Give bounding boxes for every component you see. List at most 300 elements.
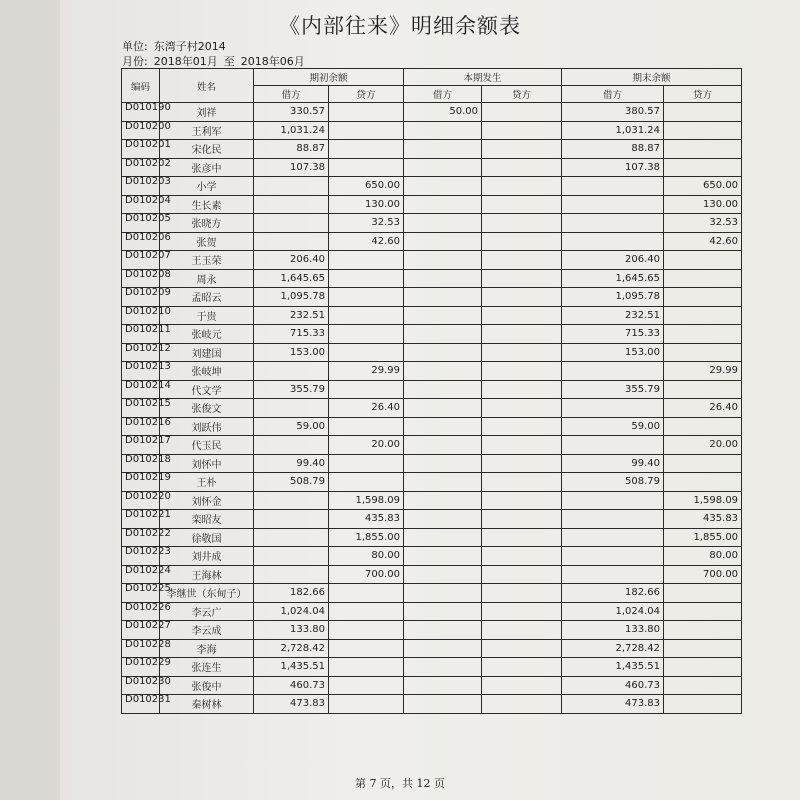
- table-row: [122, 177, 742, 196]
- opening-credit-cell: 435.83: [329, 510, 404, 529]
- account-name-cell: 王玉荣: [160, 251, 254, 270]
- current-debit-cell: [404, 473, 482, 492]
- opening-debit-cell: 133.80: [254, 621, 329, 640]
- closing-debit-cell: [562, 195, 664, 214]
- period-label: 月份:: [122, 55, 148, 68]
- opening-debit-cell: [254, 528, 329, 547]
- closing-credit-cell: [664, 140, 742, 159]
- closing-debit-cell: [562, 565, 664, 584]
- opening-debit-cell: [254, 195, 329, 214]
- account-name-cell: 小学: [160, 177, 254, 196]
- opening-credit-cell: [329, 121, 404, 140]
- opening-credit-cell: 700.00: [329, 565, 404, 584]
- current-credit-cell: [482, 676, 562, 695]
- opening-debit-cell: 473.83: [254, 695, 329, 714]
- current-debit-cell: [404, 399, 482, 418]
- current-credit-cell: [482, 473, 562, 492]
- closing-debit-cell: 232.51: [562, 306, 664, 325]
- opening-debit-cell: 1,024.04: [254, 602, 329, 621]
- closing-debit-cell: 715.33: [562, 325, 664, 344]
- period-from: 2018年01月: [153, 55, 218, 68]
- closing-credit-cell: [664, 658, 742, 677]
- header-closing-credit: 贷方: [664, 86, 742, 103]
- closing-credit-cell: 435.83: [664, 510, 742, 529]
- closing-debit-cell: 2,728.42: [562, 639, 664, 658]
- closing-credit-cell: [664, 417, 742, 436]
- opening-debit-cell: 88.87: [254, 140, 329, 159]
- period-to-label: 至: [223, 55, 235, 68]
- closing-debit-cell: 206.40: [562, 251, 664, 270]
- opening-debit-cell: [254, 232, 329, 251]
- closing-credit-cell: 700.00: [664, 565, 742, 584]
- current-credit-cell: [482, 399, 562, 418]
- account-code-cell: D010224: [122, 565, 160, 584]
- header-current-debit: 借方: [404, 86, 482, 103]
- current-credit-cell: [482, 621, 562, 640]
- opening-debit-cell: 99.40: [254, 454, 329, 473]
- closing-debit-cell: 508.79: [562, 473, 664, 492]
- account-code-cell: D010223: [122, 547, 160, 566]
- current-debit-cell: [404, 695, 482, 714]
- closing-debit-cell: [562, 399, 664, 418]
- closing-credit-cell: [664, 621, 742, 640]
- opening-debit-cell: 232.51: [254, 306, 329, 325]
- closing-debit-cell: 1,024.04: [562, 602, 664, 621]
- account-code-cell: D010208: [122, 269, 160, 288]
- current-credit-cell: [482, 510, 562, 529]
- closing-debit-cell: 107.38: [562, 158, 664, 177]
- current-debit-cell: [404, 177, 482, 196]
- opening-debit-cell: 1,095.78: [254, 288, 329, 307]
- account-code-cell: D010200: [122, 121, 160, 140]
- account-name-cell: 刘怀金: [160, 491, 254, 510]
- current-credit-cell: [482, 158, 562, 177]
- opening-credit-cell: [329, 639, 404, 658]
- table-header: [122, 69, 742, 103]
- current-debit-cell: [404, 251, 482, 270]
- account-name-cell: 李云广: [160, 602, 254, 621]
- header-opening: 期初余额: [254, 69, 404, 86]
- table-row: [122, 288, 742, 307]
- account-code-cell: D010206: [122, 232, 160, 251]
- closing-credit-cell: [664, 325, 742, 344]
- closing-debit-cell: [562, 362, 664, 381]
- current-debit-cell: [404, 547, 482, 566]
- current-debit-cell: [404, 491, 482, 510]
- current-debit-cell: [404, 269, 482, 288]
- current-credit-cell: [482, 380, 562, 399]
- account-name-cell: 张岐元: [160, 325, 254, 344]
- opening-debit-cell: 182.66: [254, 584, 329, 603]
- current-credit-cell: [482, 436, 562, 455]
- current-debit-cell: [404, 140, 482, 159]
- current-credit-cell: [482, 140, 562, 159]
- opening-credit-cell: [329, 602, 404, 621]
- closing-credit-cell: 42.60: [664, 232, 742, 251]
- current-credit-cell: [482, 177, 562, 196]
- table-row: [122, 676, 742, 695]
- table-row: [122, 343, 742, 362]
- opening-debit-cell: [254, 510, 329, 529]
- account-code-cell: D010227: [122, 621, 160, 640]
- current-credit-cell: [482, 251, 562, 270]
- opening-credit-cell: [329, 325, 404, 344]
- current-debit-cell: [404, 658, 482, 677]
- opening-credit-cell: [329, 473, 404, 492]
- closing-debit-cell: 380.57: [562, 103, 664, 122]
- closing-credit-cell: 29.99: [664, 362, 742, 381]
- opening-credit-cell: [329, 251, 404, 270]
- opening-debit-cell: 330.57: [254, 103, 329, 122]
- closing-credit-cell: 1,855.00: [664, 528, 742, 547]
- closing-debit-cell: 355.79: [562, 380, 664, 399]
- header-current: 本期发生: [404, 69, 562, 86]
- closing-credit-cell: [664, 584, 742, 603]
- closing-credit-cell: [664, 454, 742, 473]
- account-name-cell: 代玉民: [160, 436, 254, 455]
- closing-debit-cell: [562, 436, 664, 455]
- opening-debit-cell: [254, 547, 329, 566]
- closing-debit-cell: [562, 177, 664, 196]
- closing-credit-cell: [664, 103, 742, 122]
- current-debit-cell: [404, 343, 482, 362]
- current-debit-cell: [404, 214, 482, 233]
- closing-credit-cell: [664, 380, 742, 399]
- current-credit-cell: [482, 658, 562, 677]
- closing-debit-cell: 182.66: [562, 584, 664, 603]
- account-code-cell: D010213: [122, 362, 160, 381]
- current-credit-cell: [482, 214, 562, 233]
- opening-credit-cell: 42.60: [329, 232, 404, 251]
- current-credit-cell: [482, 325, 562, 344]
- closing-credit-cell: [664, 158, 742, 177]
- account-code-cell: D010230: [122, 676, 160, 695]
- opening-debit-cell: [254, 399, 329, 418]
- closing-credit-cell: 80.00: [664, 547, 742, 566]
- table-row: [122, 158, 742, 177]
- header-code: 编码: [122, 69, 160, 103]
- account-code-cell: D010217: [122, 436, 160, 455]
- current-credit-cell: [482, 417, 562, 436]
- account-name-cell: 张岐坤: [160, 362, 254, 381]
- current-credit-cell: [482, 528, 562, 547]
- account-code-cell: D010226: [122, 602, 160, 621]
- account-name-cell: 刘井成: [160, 547, 254, 566]
- closing-credit-cell: [664, 121, 742, 140]
- table-row: [122, 510, 742, 529]
- table-body: [122, 103, 742, 714]
- account-name-cell: 周永: [160, 269, 254, 288]
- account-name-cell: 代文学: [160, 380, 254, 399]
- current-credit-cell: [482, 491, 562, 510]
- current-debit-cell: [404, 621, 482, 640]
- opening-debit-cell: 206.40: [254, 251, 329, 270]
- account-name-cell: 张彦中: [160, 158, 254, 177]
- closing-credit-cell: [664, 473, 742, 492]
- account-code-cell: D010222: [122, 528, 160, 547]
- closing-debit-cell: [562, 528, 664, 547]
- account-code-cell: D010218: [122, 454, 160, 473]
- closing-debit-cell: 473.83: [562, 695, 664, 714]
- opening-credit-cell: 32.53: [329, 214, 404, 233]
- closing-credit-cell: 650.00: [664, 177, 742, 196]
- account-code-cell: D010203: [122, 177, 160, 196]
- current-debit-cell: [404, 362, 482, 381]
- opening-credit-cell: 26.40: [329, 399, 404, 418]
- current-credit-cell: [482, 121, 562, 140]
- current-debit-cell: [404, 565, 482, 584]
- period-line: [122, 53, 311, 69]
- account-code-cell: D010201: [122, 140, 160, 159]
- closing-debit-cell: [562, 510, 664, 529]
- current-credit-cell: [482, 269, 562, 288]
- opening-credit-cell: [329, 454, 404, 473]
- opening-credit-cell: 80.00: [329, 547, 404, 566]
- account-name-cell: 李云成: [160, 621, 254, 640]
- table-row: [122, 621, 742, 640]
- closing-debit-cell: [562, 547, 664, 566]
- opening-credit-cell: [329, 306, 404, 325]
- opening-credit-cell: [329, 269, 404, 288]
- current-debit-cell: [404, 380, 482, 399]
- closing-credit-cell: 20.00: [664, 436, 742, 455]
- closing-credit-cell: [664, 251, 742, 270]
- opening-credit-cell: [329, 380, 404, 399]
- opening-credit-cell: [329, 584, 404, 603]
- account-code-cell: D010204: [122, 195, 160, 214]
- closing-credit-cell: [664, 288, 742, 307]
- current-credit-cell: [482, 639, 562, 658]
- account-name-cell: 王海林: [160, 565, 254, 584]
- opening-credit-cell: 1,855.00: [329, 528, 404, 547]
- opening-debit-cell: 355.79: [254, 380, 329, 399]
- account-name-cell: 刘祥: [160, 103, 254, 122]
- table-row: [122, 584, 742, 603]
- current-credit-cell: [482, 695, 562, 714]
- table-row: [122, 473, 742, 492]
- current-credit-cell: [482, 565, 562, 584]
- account-name-cell: 秦树林: [160, 695, 254, 714]
- account-name-cell: 宋化民: [160, 140, 254, 159]
- closing-credit-cell: [664, 306, 742, 325]
- closing-debit-cell: 460.73: [562, 676, 664, 695]
- table-row: [122, 121, 742, 140]
- account-code-cell: D010215: [122, 399, 160, 418]
- closing-credit-cell: [664, 639, 742, 658]
- closing-debit-cell: [562, 232, 664, 251]
- balance-table: [121, 68, 742, 714]
- current-debit-cell: [404, 121, 482, 140]
- opening-debit-cell: [254, 177, 329, 196]
- account-name-cell: 李继世（东甸子）: [160, 584, 254, 603]
- closing-credit-cell: 130.00: [664, 195, 742, 214]
- table-row: [122, 454, 742, 473]
- table-row: [122, 269, 742, 288]
- opening-credit-cell: [329, 140, 404, 159]
- current-debit-cell: [404, 325, 482, 344]
- closing-debit-cell: 1,645.65: [562, 269, 664, 288]
- current-debit-cell: 50.00: [404, 103, 482, 122]
- current-debit-cell: [404, 306, 482, 325]
- current-debit-cell: [404, 510, 482, 529]
- account-code-cell: D010231: [122, 695, 160, 714]
- account-code-cell: D010210: [122, 306, 160, 325]
- closing-debit-cell: 1,435.51: [562, 658, 664, 677]
- current-debit-cell: [404, 288, 482, 307]
- table-row: [122, 565, 742, 584]
- closing-debit-cell: [562, 491, 664, 510]
- opening-debit-cell: 1,031.24: [254, 121, 329, 140]
- account-name-cell: 孟昭云: [160, 288, 254, 307]
- account-name-cell: 王利军: [160, 121, 254, 140]
- closing-credit-cell: [664, 602, 742, 621]
- current-credit-cell: [482, 547, 562, 566]
- account-name-cell: 刘怀中: [160, 454, 254, 473]
- unit-label: 单位:: [122, 40, 148, 53]
- current-debit-cell: [404, 232, 482, 251]
- account-code-cell: D010214: [122, 380, 160, 399]
- account-name-cell: 徐敬国: [160, 528, 254, 547]
- account-code-cell: D010219: [122, 473, 160, 492]
- table-row: [122, 306, 742, 325]
- account-name-cell: 张俊文: [160, 399, 254, 418]
- opening-debit-cell: 1,435.51: [254, 658, 329, 677]
- opening-debit-cell: 1,645.65: [254, 269, 329, 288]
- header-current-credit: 贷方: [482, 86, 562, 103]
- opening-debit-cell: [254, 565, 329, 584]
- closing-credit-cell: 32.53: [664, 214, 742, 233]
- account-code-cell: D010220: [122, 491, 160, 510]
- table-row: [122, 602, 742, 621]
- table-row: [122, 491, 742, 510]
- closing-debit-cell: 99.40: [562, 454, 664, 473]
- account-name-cell: 于贵: [160, 306, 254, 325]
- account-code-cell: D010228: [122, 639, 160, 658]
- current-debit-cell: [404, 639, 482, 658]
- current-credit-cell: [482, 584, 562, 603]
- current-credit-cell: [482, 103, 562, 122]
- closing-credit-cell: [664, 676, 742, 695]
- table-row: [122, 658, 742, 677]
- current-credit-cell: [482, 232, 562, 251]
- opening-debit-cell: 2,728.42: [254, 639, 329, 658]
- table-row: [122, 417, 742, 436]
- closing-debit-cell: 1,031.24: [562, 121, 664, 140]
- period-to: 2018年06月: [240, 55, 305, 68]
- table-row: [122, 436, 742, 455]
- current-debit-cell: [404, 454, 482, 473]
- closing-debit-cell: 133.80: [562, 621, 664, 640]
- closing-debit-cell: 153.00: [562, 343, 664, 362]
- current-credit-cell: [482, 602, 562, 621]
- current-debit-cell: [404, 602, 482, 621]
- current-debit-cell: [404, 158, 482, 177]
- closing-credit-cell: 1,598.09: [664, 491, 742, 510]
- unit-value: 东湾子村2014: [153, 40, 226, 53]
- current-debit-cell: [404, 436, 482, 455]
- current-credit-cell: [482, 362, 562, 381]
- account-name-cell: 生长素: [160, 195, 254, 214]
- opening-credit-cell: [329, 103, 404, 122]
- unit-line: [122, 38, 232, 54]
- account-code-cell: D010216: [122, 417, 160, 436]
- header-opening-credit: 贷方: [329, 86, 404, 103]
- account-code-cell: D010207: [122, 251, 160, 270]
- table-row: [122, 251, 742, 270]
- closing-debit-cell: [562, 214, 664, 233]
- opening-debit-cell: 107.38: [254, 158, 329, 177]
- table-row: [122, 325, 742, 344]
- current-debit-cell: [404, 676, 482, 695]
- closing-credit-cell: [664, 269, 742, 288]
- current-credit-cell: [482, 288, 562, 307]
- account-name-cell: 张俊中: [160, 676, 254, 695]
- header-name: 姓名: [160, 69, 254, 103]
- header-closing-debit: 借方: [562, 86, 664, 103]
- opening-debit-cell: 153.00: [254, 343, 329, 362]
- opening-debit-cell: 59.00: [254, 417, 329, 436]
- account-name-cell: 刘跃伟: [160, 417, 254, 436]
- table-row: [122, 399, 742, 418]
- table-row: [122, 528, 742, 547]
- table-row: [122, 362, 742, 381]
- header-closing: 期末余额: [562, 69, 742, 86]
- closing-debit-cell: 59.00: [562, 417, 664, 436]
- account-name-cell: 栾昭友: [160, 510, 254, 529]
- account-name-cell: 张贺: [160, 232, 254, 251]
- current-debit-cell: [404, 528, 482, 547]
- document-title: 《内部往来》明细余额表: [279, 14, 521, 38]
- opening-credit-cell: [329, 621, 404, 640]
- account-name-cell: 刘建国: [160, 343, 254, 362]
- account-name-cell: 李海: [160, 639, 254, 658]
- opening-credit-cell: 1,598.09: [329, 491, 404, 510]
- opening-debit-cell: [254, 214, 329, 233]
- account-code-cell: D010205: [122, 214, 160, 233]
- current-debit-cell: [404, 584, 482, 603]
- header-opening-debit: 借方: [254, 86, 329, 103]
- opening-debit-cell: 508.79: [254, 473, 329, 492]
- current-credit-cell: [482, 454, 562, 473]
- account-name-cell: 张连生: [160, 658, 254, 677]
- opening-debit-cell: [254, 362, 329, 381]
- account-code-cell: D010229: [122, 658, 160, 677]
- opening-credit-cell: 130.00: [329, 195, 404, 214]
- account-code-cell: D010221: [122, 510, 160, 529]
- opening-credit-cell: [329, 343, 404, 362]
- table-row: [122, 140, 742, 159]
- opening-credit-cell: [329, 676, 404, 695]
- table-row: [122, 695, 742, 714]
- table-row: [122, 547, 742, 566]
- opening-credit-cell: 29.99: [329, 362, 404, 381]
- account-code-cell: D010225: [122, 584, 160, 603]
- account-code-cell: D010209: [122, 288, 160, 307]
- closing-credit-cell: [664, 343, 742, 362]
- table-row: [122, 103, 742, 122]
- table-row: [122, 639, 742, 658]
- opening-credit-cell: [329, 158, 404, 177]
- current-credit-cell: [482, 195, 562, 214]
- page-footer: 第 7 页，共 12 页: [355, 777, 445, 790]
- current-credit-cell: [482, 343, 562, 362]
- account-code-cell: D010212: [122, 343, 160, 362]
- closing-debit-cell: 88.87: [562, 140, 664, 159]
- opening-credit-cell: [329, 288, 404, 307]
- opening-debit-cell: 460.73: [254, 676, 329, 695]
- opening-debit-cell: 715.33: [254, 325, 329, 344]
- table-row: [122, 214, 742, 233]
